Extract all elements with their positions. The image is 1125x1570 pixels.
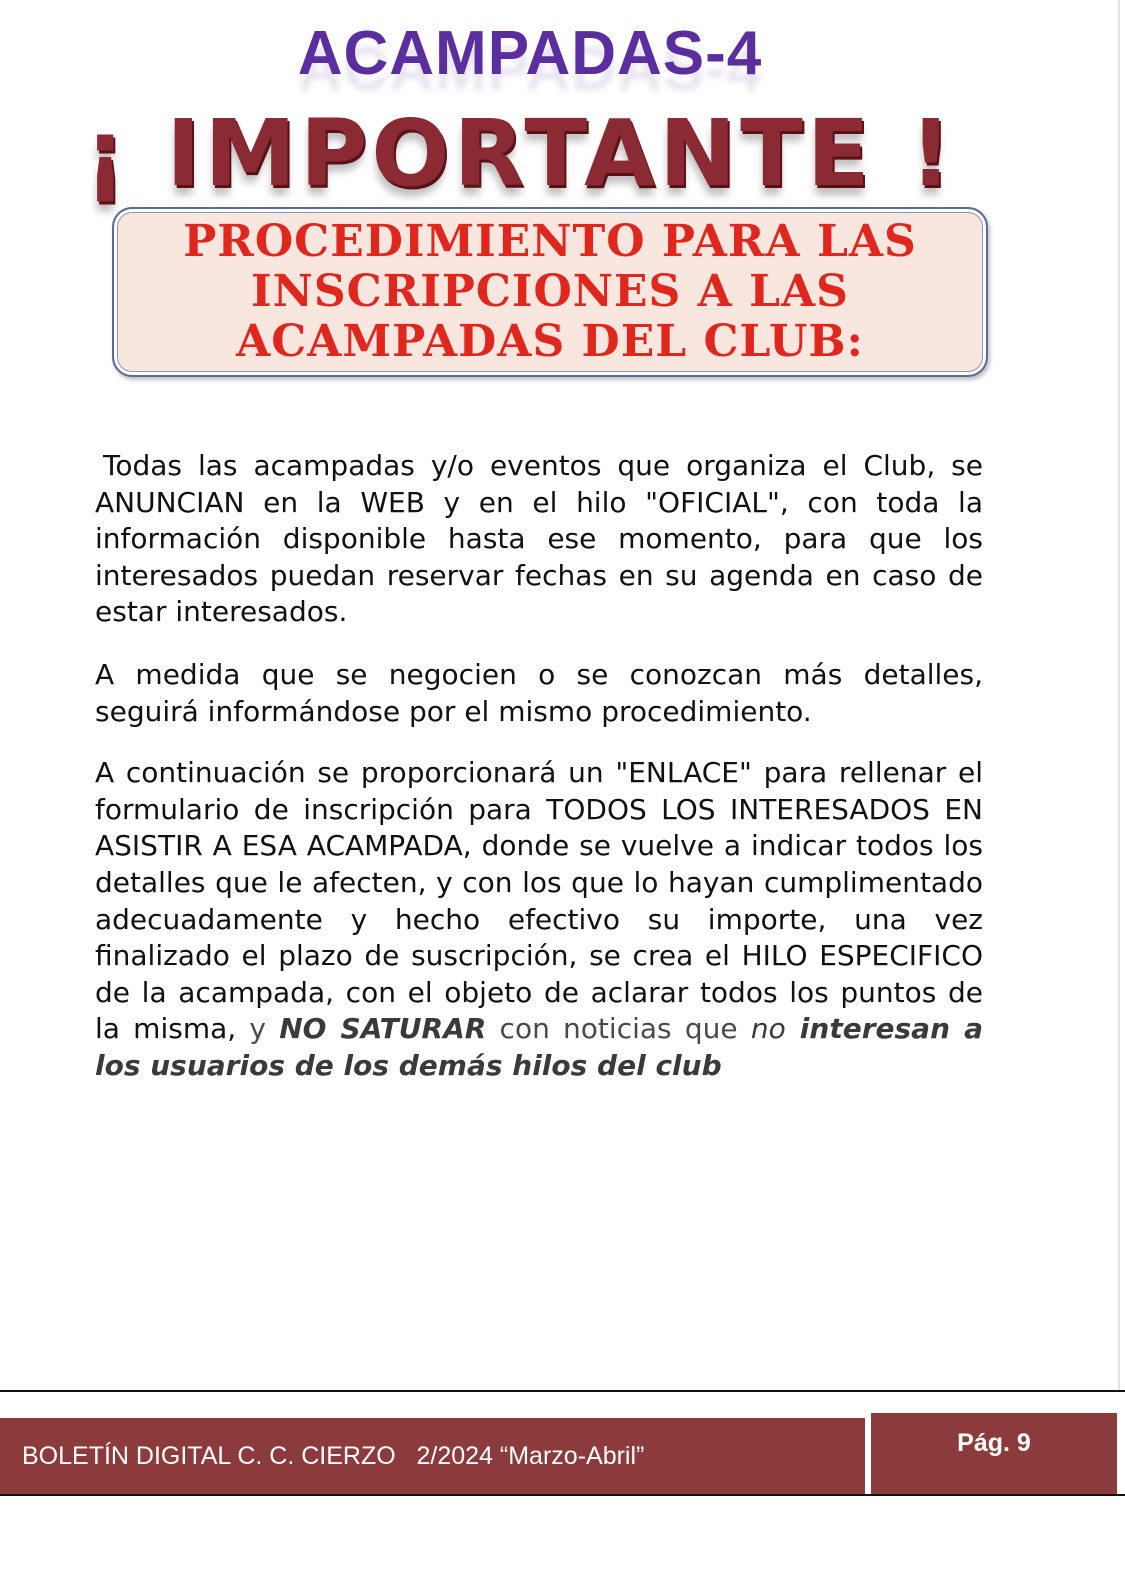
footer-page-number: Pág. 9: [871, 1413, 1117, 1494]
paragraph-updates: A medida que se negocien o se conozcan más detalles, seguirá informándose por el mismo procedimiento.: [95, 657, 983, 728]
footer-bottom-rule: [0, 1494, 1125, 1496]
section-title: ACAMPADAS-4: [297, 19, 763, 88]
registration-con: con noticias que: [486, 1012, 751, 1046]
page-edge-rule: [1118, 0, 1120, 1390]
no-emphasis: no: [750, 1012, 786, 1046]
important-heading: ¡ IMPORTANTE !: [84, 100, 956, 207]
registration-tail: interesan a los usuarios de los demás hilos del club: [95, 1012, 983, 1082]
registration-y: y: [249, 1012, 280, 1046]
paragraph-announcement: Todas las acampadas y/o eventos que organiza el Club, se ANUNCIAN en la WEB y en el hilo "OFICIAL", con toda la información disponible hasta ese momento, para que los interesados puedan reservar fechas en su agenda en caso de estar interesados.: [95, 449, 983, 629]
procedure-heading: PROCEDIMIENTO PARA LAS INSCRIPCIONES A LAS ACAMPADAS DEL CLUB:: [183, 216, 917, 367]
body-text: [95, 448, 983, 1085]
footer-top-rule: [0, 1390, 1125, 1392]
no-saturar-emphasis: NO SATURAR: [279, 1012, 487, 1046]
paragraph-registration: [95, 755, 983, 1084]
procedure-banner: [112, 207, 988, 377]
registration-text: A continuación se proporcionará un "ENLACE" para rellenar el formulario de inscripción para TODOS LOS INTERESADOS EN ASISTIR A ESA ACAMPADA, donde se vuelve a indicar todos los detalles que le afecten, y con los que lo hayan cumplimentado adecuadamente y hecho efectivo su importe, una vez finalizado el plazo de suscripción, se crea el HILO ESPECIFICO de la acampada, con el objeto de aclarar todos los puntos de la misma,: [95, 756, 983, 1046]
footer-bulletin: BOLETÍN DIGITAL C. C. CIERZO 2/2024 “Marzo-Abril”: [0, 1418, 865, 1494]
